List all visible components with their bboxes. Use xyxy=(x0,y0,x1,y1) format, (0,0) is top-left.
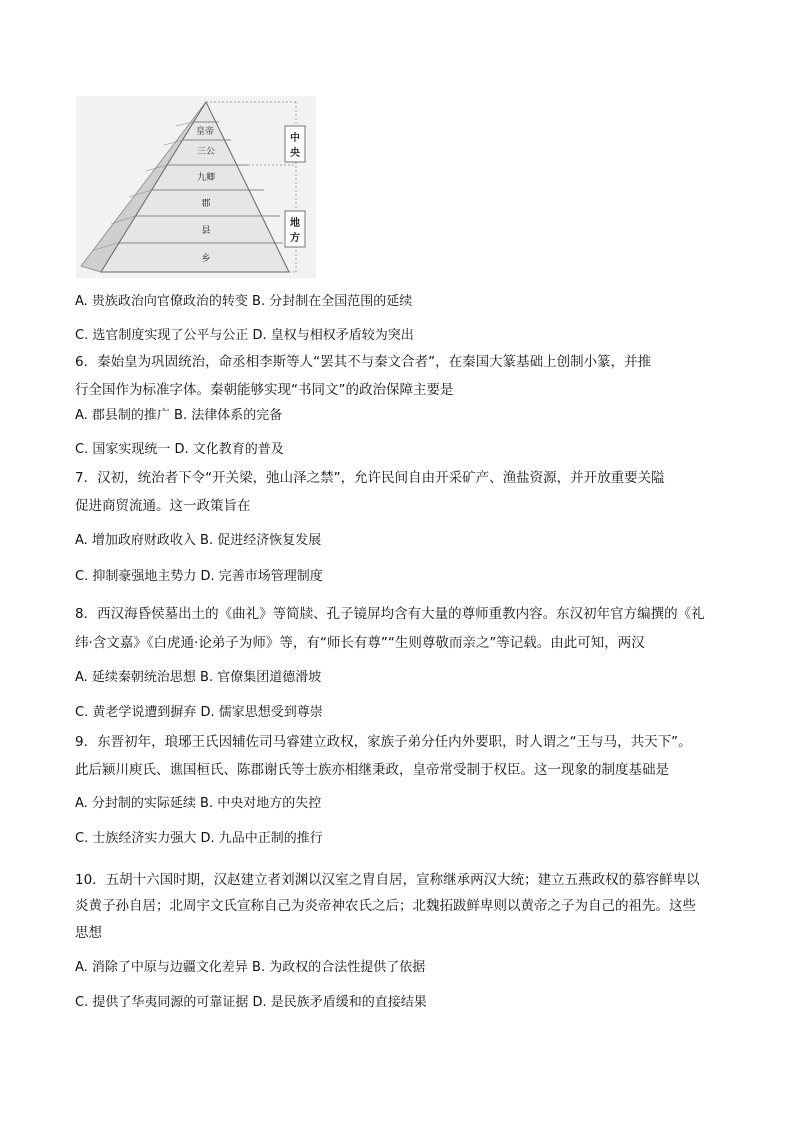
level-label: 郡 xyxy=(201,199,211,209)
q10-options-cd: C. 提供了华夷同源的可靠证据 D. 是民族矛盾缓和的直接结果 xyxy=(75,995,427,1010)
q7-options-cd: C. 抑制豪强地主势力 D. 完善市场管理制度 xyxy=(75,569,323,584)
level-label: 皇帝 xyxy=(195,127,215,137)
q6-options-cd: C. 国家实现统一 D. 文化教育的普及 xyxy=(75,442,284,457)
q9-stem-line1: 9．东晋初年，琅琊王氏因辅佐司马睿建立政权，家族子弟分任内外要职，时人谓之“王与马，共天下”。 xyxy=(75,734,692,750)
level-label: 县 xyxy=(201,226,211,236)
q8-stem-line1: 8．西汉海昏侯墓出土的《曲礼》等简牍、孔子镜屏均含有大量的尊师重教内容。东汉初年官方编撰的《礼 xyxy=(75,606,705,622)
side-label-local: 方 xyxy=(290,233,300,244)
q8-options-cd: C. 黄老学说遭到摒弃 D. 儒家思想受到尊崇 xyxy=(75,705,323,720)
q6-stem-line1: 6．秦始皇为巩固统治，命丞相李斯等人“罢其不与秦文合者”，在秦国大篆基础上创制小篆，并推 xyxy=(75,354,652,370)
side-label-local: 地 xyxy=(290,218,300,229)
q9-options-cd: C. 士族经济实力强大 D. 九品中正制的推行 xyxy=(75,831,323,846)
level-label: 三公 xyxy=(196,147,216,157)
q10-stem-line2: 炎黄子孙自居；北周宇文氏宣称自己为炎帝神农氏之后；北魏拓跋鲜卑则以黄帝之子为自己的祖先。这些 xyxy=(75,898,696,914)
q9-stem-line2: 此后颍川庾氏、谯国桓氏、陈郡谢氏等士族亦相继秉政，皇帝常受制于权臣。这一现象的制度基础是 xyxy=(75,762,669,778)
q7-stem-line1: 7．汉初，统治者下令“开关梁，弛山泽之禁”，允许民间自由开采矿产、渔盐资源，并开放重要关隘 xyxy=(75,470,665,486)
q10-stem-line1: 10．五胡十六国时期，汉赵建立者刘渊以汉室之胄自居，宣称继承两汉大统；建立五燕政权的慕容鲜卑以 xyxy=(75,872,700,888)
level-label: 九卿 xyxy=(196,173,216,183)
q6-options-ab: A. 郡县制的推广 B. 法律体系的完备 xyxy=(75,408,283,423)
q8-stem-line2: 纬·含文嘉》《白虎通·论弟子为师》等，有“师长有尊”“生则尊敬而亲之”等记载。由此可知，两汉 xyxy=(75,635,645,651)
pyramid-figure xyxy=(76,96,316,278)
side-label-central: 央 xyxy=(290,148,300,159)
q6-stem-line2: 行全国作为标准字体。秦朝能够实现“书同文”的政治保障主要是 xyxy=(75,382,454,398)
q8-options-ab: A. 延续秦朝统治思想 B. 官僚集团道德滑坡 xyxy=(75,670,322,685)
side-label-central: 中 xyxy=(290,133,300,144)
q5-options-ab: A. 贵族政治向官僚政治的转变 B. 分封制在全国范围的延续 xyxy=(75,294,413,309)
q7-options-ab: A. 增加政府财政收入 B. 促进经济恢复发展 xyxy=(75,533,322,548)
q9-options-ab: A. 分封制的实际延续 B. 中央对地方的失控 xyxy=(75,796,322,811)
q10-stem-line3: 思想 xyxy=(75,925,102,941)
q5-options-cd: C. 选官制度实现了公平与公正 D. 皇权与相权矛盾较为突出 xyxy=(75,328,414,343)
q7-stem-line2: 促进商贸流通。这一政策旨在 xyxy=(75,498,251,514)
level-label: 乡 xyxy=(201,254,211,264)
q10-options-ab: A. 消除了中原与边疆文化差异 B. 为政权的合法性提供了依据 xyxy=(75,960,426,975)
